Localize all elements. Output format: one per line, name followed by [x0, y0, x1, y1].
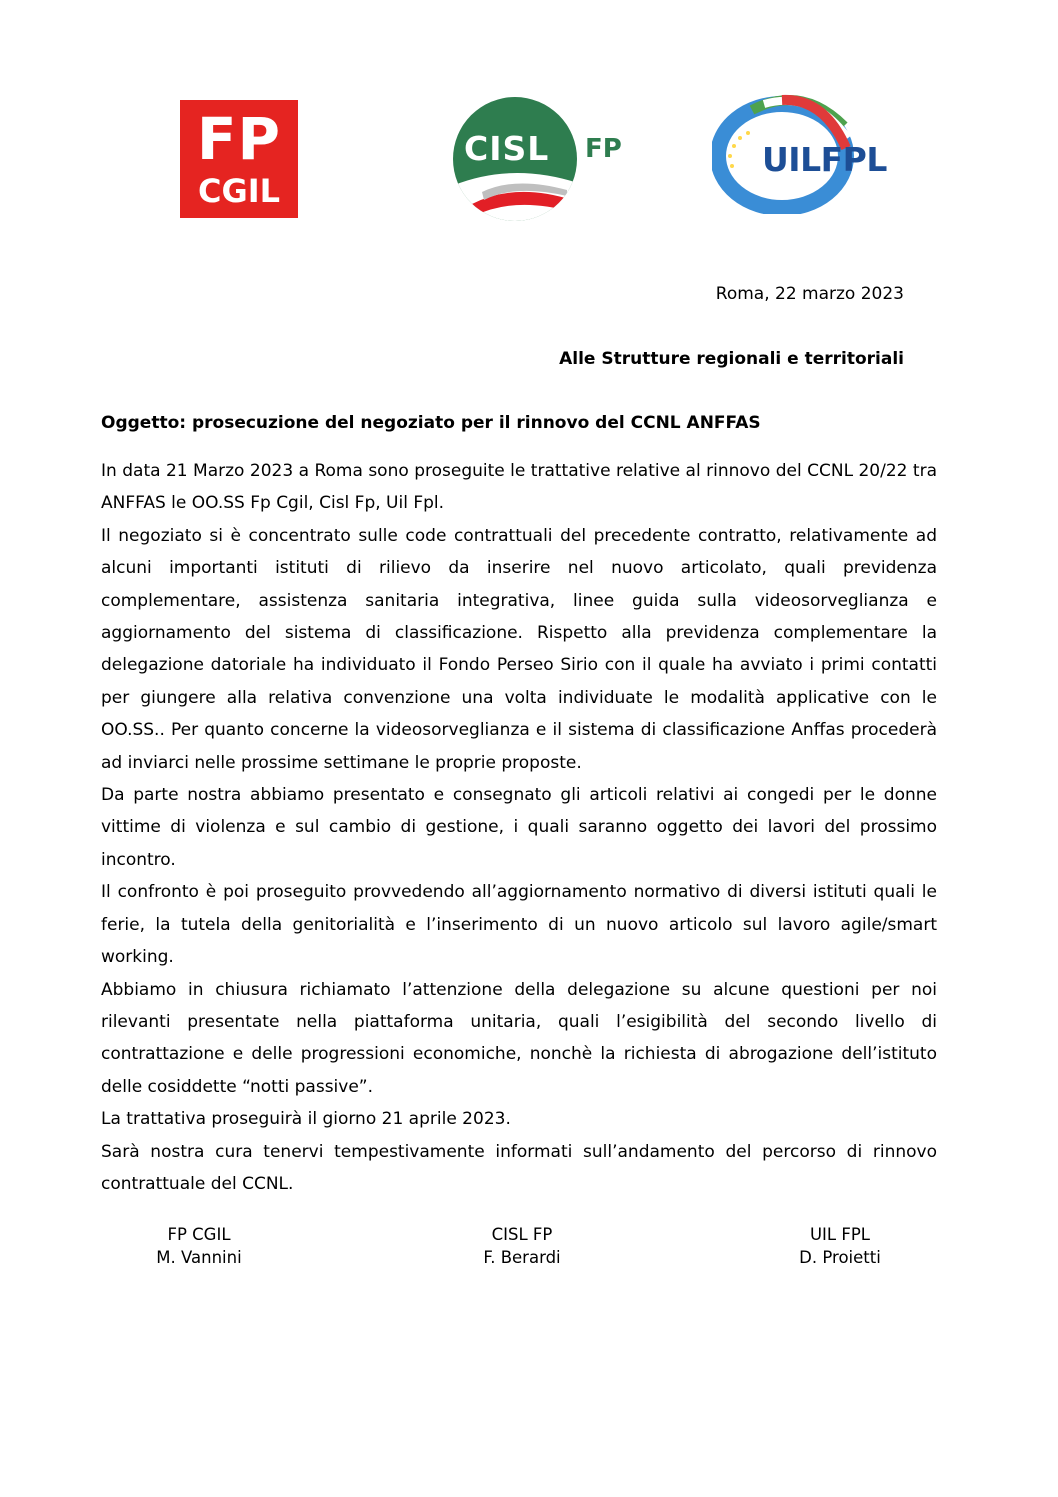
letter-body: [101, 455, 937, 1200]
signature-org: UIL FPL: [809, 1225, 870, 1244]
signature-cisl-fp: [422, 1223, 622, 1269]
cisl-fp-logo-suffix: FP: [585, 134, 622, 164]
cisl-fp-logo-text: CISL: [464, 129, 550, 168]
uil-fpl-logo: [712, 88, 908, 214]
letter-addressee: Alle Strutture regionali e territoriali: [559, 349, 904, 369]
fp-cgil-logo-line1: FP: [196, 105, 282, 173]
signature-name: F. Berardi: [483, 1248, 561, 1267]
body-paragraph: Abbiamo in chiusura richiamato l’attenzione della delegazione su alcune questioni per noi rilevanti presentate nella piattaforma unitaria, quali l’esigibilità del secondo livello di contrattazione e delle progressioni economiche, nonchè la richiesta di abrogazione dell’istituto delle cosiddette “notti passive”.: [101, 979, 937, 1097]
signature-fp-cgil: [99, 1223, 299, 1269]
body-paragraph: Da parte nostra abbiamo presentato e consegnato gli articoli relativi ai congedi per le donne vittime di violenza e sul cambio di gestione, i quali saranno oggetto dei lavori del prossimo incontro.: [101, 785, 937, 870]
cisl-fp-logo: [452, 96, 642, 222]
letter-date: Roma, 22 marzo 2023: [715, 284, 904, 304]
fp-cgil-logo: [180, 100, 298, 218]
fp-cgil-logo-line2: CGIL: [197, 172, 281, 210]
signature-uil-fpl: [740, 1223, 940, 1269]
signature-org: CISL FP: [491, 1225, 553, 1244]
signature-name: D. Proietti: [799, 1248, 881, 1267]
letter-subject: Oggetto: prosecuzione del negoziato per il rinnovo del CCNL ANFFAS: [101, 413, 761, 433]
uil-fpl-logo-text: UILFPL: [762, 140, 887, 179]
body-paragraph: Sarà nostra cura tenervi tempestivamente informati sull’andamento del percorso di rinnovo contrattuale del CCNL.: [101, 1141, 937, 1194]
body-paragraph: Il negoziato si è concentrato sulle code contrattuali del precedente contratto, relativamente ad alcuni importanti istituti di rilievo da inserire nel nuovo articolato, quali previdenza complementare, assistenza sanitaria integrativa, linee guida sulla videosorveglianza e aggiornamento del sistema di classificazione. Rispetto alla previdenza complementare la delegazione datoriale ha individuato il Fondo Perseo Sirio con il quale ha avviato i primi contatti per giungere alla relativa convenzione una volta individuate le modalità applicative con le OO.SS.. Per quanto concerne la videosorveglianza e il sistema di classificazione Anffas procederà ad inviarci nelle prossime settimane le proprie proposte.: [101, 525, 937, 773]
body-paragraph: In data 21 Marzo 2023 a Roma sono proseguite le trattative relative al rinnovo del CCNL 20/22 tra ANFFAS le OO.SS Fp Cgil, Cisl Fp, Uil Fpl.: [101, 461, 937, 514]
body-paragraph: La trattativa proseguirà il giorno 21 aprile 2023.: [101, 1109, 511, 1130]
body-paragraph: Il confronto è poi proseguito provvedendo all’aggiornamento normativo di diversi istituti quali le ferie, la tutela della genitorialità e l’inserimento di un nuovo articolo sul lavoro agile/smart working.: [101, 882, 937, 968]
signature-org: FP CGIL: [167, 1225, 231, 1244]
signature-name: M. Vannini: [156, 1248, 242, 1267]
